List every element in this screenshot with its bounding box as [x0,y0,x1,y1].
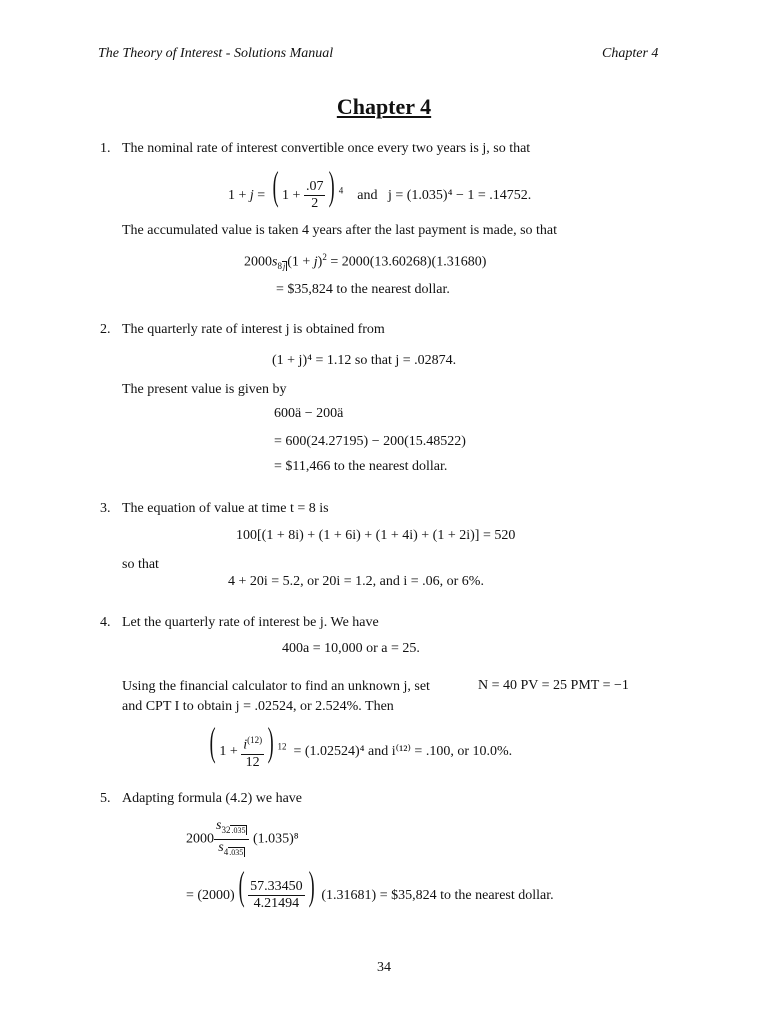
problem-3-number: 3. [100,501,111,516]
problem-1-intro: The nominal rate of interest convertible once every two years is j, so that [122,141,531,156]
problem-5-eq2-denominator: 4.21494 [253,896,300,912]
problem-1-text-2: The accumulated value is taken 4 years after the last payment is made, so that [122,223,558,238]
problem-4-eq2-rhs: = (1.02524)⁴ and i⁽¹²⁾ = .100, or 10.0%. [293,744,513,759]
problem-1-equation-2-line-1: $2000s_{8j}$ $(1 + j)^2 = 2000(13.60268)(1.31680)$ [244,252,487,272]
problem-5-eq2-numerator: 57.33450 [250,879,303,895]
problem-3-text-2: so that [122,557,159,572]
running-header-chapter: Chapter 4 [602,46,659,61]
problem-5-eq1-rhs: (1.035)⁸ [252,831,299,847]
problem-5-eq2-rhs: (1.31681) = $35,824 to the nearest dollar. [321,888,554,903]
problem-2-equation-2-line-2: = 600(24.27195) − 200(15.48522) [274,434,466,449]
problem-5-intro: Adapting formula (4.2) we have [122,791,302,806]
problem-2-number: 2. [100,322,111,337]
problem-4-equation-1: 400a = 10,000 or a = 25. [282,641,420,656]
problem-1-eq2-rhs: = 2000(13.60268)(1.31680) [330,254,487,270]
problem-2-equation-2-line-3: = $11,466 to the nearest dollar. [274,459,448,474]
problem-1-eq1-and: and [357,188,378,203]
problem-5-number: 5. [100,791,111,806]
problem-5-equation-1: 2000 $\frac{s_{32.035}}{s_{4.035}}$ (1.035)⁸ [186,818,299,857]
problem-3-equation-1: 100[(1 + 8i) + (1 + 6i) + (1 + 4i) + (1 + 2i)] = 520 [236,528,516,543]
problem-2-equation-1: (1 + j)⁴ = 1.12 so that j = .02874. [272,353,457,368]
problem-1-number: 1. [100,141,111,156]
problem-1-eq1-rhs: j = (1.035)⁴ − 1 = .14752. [387,188,532,203]
page-title: Chapter 4 [336,94,432,119]
problem-4-intro: Let the quarterly rate of interest be j. We have [122,615,379,630]
problem-2-intro: The quarterly rate of interest j is obtained from [122,322,385,337]
problem-4-equation-2: ( 1 + $\frac{i^{(12)}}{12}$ ) $^{12}$ = (1.02524)⁴ and i⁽¹²⁾ = .100, or 10.0%. [209,719,513,771]
problem-1-equation-1: 1 + j = ( 1 + $\frac{.07}{2}$ ) $^4$ and j = (1.035)⁴ − 1 = .14752. [228,163,532,212]
problem-4-text-2b: and CPT I to obtain j = .02524, or 2.524%. Then [122,699,394,714]
page-number: 34 [377,960,391,975]
running-header-title: The Theory of Interest - Solutions Manual [98,46,334,61]
problem-2-text-2: The present value is given by [122,382,287,397]
problem-5-equation-2: = (2000)( $\frac{57.33450}{4.21494}$ ) (1.31681) = $35,824 to the nearest dollar. [186,863,554,912]
problem-3-intro: The equation of value at time t = 8 is [122,501,329,516]
problem-4-number: 4. [100,615,111,630]
problem-1-equation-2-line-2: = $35,824 to the nearest dollar. [276,282,450,297]
problem-4-calculator-inputs: N = 40 PV = 25 PMT = −1 [478,678,629,693]
problem-3-equation-2: 4 + 20i = 5.2, or 20i = 1.2, and i = .06, or 6%. [228,574,484,589]
problem-2-equation-2-line-1: 600ä − 200ä [274,406,344,421]
problem-4-text-2a: Using the financial calculator to find an unknown j, set [122,679,430,694]
